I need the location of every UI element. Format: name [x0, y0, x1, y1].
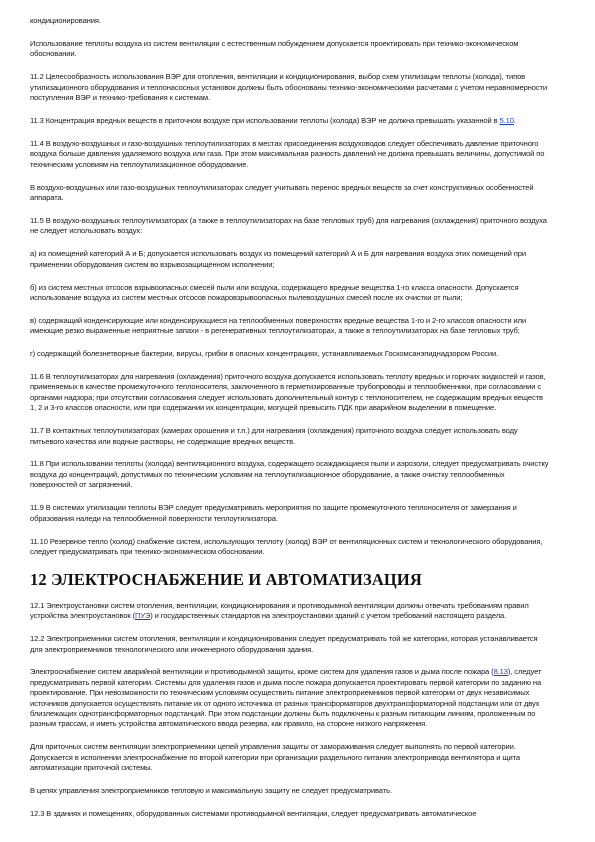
paragraph: [30, 459, 551, 490]
paragraph-text-continued: ) и государственных стандартов на электроустановки зданий с учетом требований настоящего раздела.: [150, 611, 507, 621]
paragraph: [30, 537, 551, 558]
paragraph-text: 11.3 Концентрация вредных веществ в приточном воздухе при использовании теплоты (холода) ВЭР не должна превышать указанной в: [30, 115, 500, 125]
paragraph: [30, 667, 551, 729]
paragraph-text: 11.7 В контактных теплоутилизаторах (камерах орошения и т.п.) для нагревания (охлаждения) приточного воздуха следует использовать воду питьевого качества или водные растворы, не содержащие вредных веществ.: [30, 426, 518, 446]
paragraph-text: а) из помещений категорий А и Б; допускается использовать воздух из помещений категорий А и Б для нагревания воздуха этих помещений при применении оборудования систем во взрывозащищенном исполнении;: [30, 249, 526, 269]
paragraph-text: 11.6 В теплоутилизаторах для нагревания (охлаждения) приточного воздуха допускается использовать теплоту вредных и горючих жидкостей и газов, применяемых в качестве промежуточного теплоносителя, заключенного в герметизированные трубопроводы и теплообменники, при согласовании с органами надзора; при отсутствии согласования следует использовать дополнительный контур с теплоносителем, не содержащим вредных веществ 1, 2 и 3-го классов опасности, или при содержании их концентрации, могущей превысить ПДК при аварийном выделении в помещение.: [30, 372, 546, 413]
paragraph-text-continued: .: [513, 115, 516, 125]
paragraph: [30, 139, 551, 170]
paragraph: [30, 349, 551, 359]
paragraph: [30, 426, 551, 447]
paragraph: [30, 39, 551, 60]
paragraph-text: 11.4 В воздухо-воздушных и газо-воздушных теплоутилизаторах в местах присоединения воздуховодов следует обеспечивать давление приточного воздуха больше давления удаляемого воздуха или газа. При этом максимальная разность давлений не должна превышать величины, допустимой по техническим условиям на теплоутилизационное оборудование.: [30, 138, 545, 169]
paragraph: [30, 283, 551, 304]
paragraph-text: 11.10 Резервное тепло (холод) снабжение систем, использующих теплоту (холод) ВЭР от вентиляционных систем и технологического оборудования, следует предусматривать при технико-экономическом обосновании.: [30, 536, 543, 556]
paragraph-text: 12.2 Электроприемники систем отопления, вентиляции и кондиционирования следует предусматривать той же категории, которая устанавливается для электроприемников технологического или инженерного оборудования здания.: [30, 634, 538, 654]
paragraph: [30, 249, 551, 270]
paragraph-text: 11.8 При использовании теплоты (холода) вентиляционного воздуха, содержащего осаждающиеся пыли и аэрозоли, следует предусматривать очистку воздуха до концентраций, допустимых по техническим условиям на теплоутилизационное оборудование, а также очистку теплообменных поверхностей от загрязнений.: [30, 459, 549, 490]
paragraph-text: Использование теплоты воздуха из систем вентиляции с естественным побуждением допускается проектировать при технико-экономическом обосновании.: [30, 38, 519, 59]
reference-link[interactable]: 8.13: [493, 667, 508, 677]
paragraph: [30, 16, 551, 26]
paragraph: [30, 316, 551, 337]
paragraph-text: 11.5 В воздухо-воздушных теплоутилизаторах (а также в теплоутилизаторах на базе тепловых труб) для нагревания (охлаждения) приточного воздуха не следует использовать воздух:: [30, 215, 547, 236]
reference-link[interactable]: ПУЭ: [135, 611, 151, 621]
paragraph-text: г) содержащий болезнетворные бактерии, вирусы, грибки в опасных концентрациях, устанавливаемых Госкомсанэпиднадзором России.: [30, 349, 499, 359]
paragraph-text: в) содержащий конденсирующие или конденсирующиеся на теплообменных поверхностях вредные вещества 1-го и 2-го классов опасности или имеющие резко выраженные неприятные запахи - в регенеративных теплоутилизаторах, а также в теплоутилизаторах на базе тепловых труб;: [30, 315, 527, 336]
paragraph-text: В воздухо-воздушных или газо-воздушных теплоутилизаторах следует учитывать перенос вредных веществ за счет конструктивных особенностей аппарата.: [30, 182, 534, 202]
paragraph-text: 11.9 В системах утилизации теплоты ВЭР следует предусматривать мероприятия по защите промежуточного теплоносителя от замерзания и образования наледи на теплообменной поверхности теплоутилизатора.: [30, 503, 517, 523]
paragraph: [30, 72, 551, 103]
paragraph: [30, 372, 551, 414]
paragraph-text-continued: ), следует предусматривать первой категории. Системы для удаления газов и дыма после пожара допускается проектировать первой категории по заданию на проектирование. При невозможности по техническим условиям осуществить питание электроприемников первой категории от двух независимых источников допускается осуществлять питание их от одного источника от разных трансформаторов двухтрансформаторной подстанции или от двух близлежащих однотрансформаторных подстанций. При этом подстанции должны быть подключены к разным питающим линиям, проложенным по разным трассам, и иметь устройства автоматического ввода резерва, как правило, на стороне низкого напряжения.: [30, 667, 542, 729]
paragraph: [30, 742, 551, 773]
document-body-top: [30, 16, 551, 557]
paragraph: [30, 786, 551, 796]
section-heading: 12 ЭЛЕКТРОСНАБЖЕНИЕ И АВТОМАТИЗАЦИЯ: [30, 569, 422, 589]
paragraph-text: 12.1 Электроустановки систем отопления, вентиляции, кондиционирования и противодымной вентиляции должны отвечать требованиям правил устройства электроустановок (: [30, 600, 529, 621]
paragraph: [30, 503, 551, 524]
paragraph-text: Электроснабжение систем аварийной вентиляции и противодымной защиты, кроме систем для удаления газов и дыма после пожара (: [30, 667, 494, 677]
paragraph: [30, 216, 551, 237]
paragraph-text: 11.2 Целесообразность использования ВЭР для отопления, вентиляции и кондиционирования, выбор схем утилизации теплоты (холода), типов утилизационного оборудования и теплонасосных установок должны быть обоснованы технико-экономическими расчетами с учетом неравномерности поступления ВЭР и технико-требования к системам.: [30, 72, 548, 103]
paragraph-text: Для приточных систем вентиляции электроприемники цепей управления защиты от замораживания следует выполнять по первой категории. Допускается в исполнении электроснабжение по второй категории при организации раздельного питания электропривода вентилятора и щита автоматизации приточной системы.: [30, 742, 520, 773]
paragraph-text: б) из систем местных отсосов взрывоопасных смесей пыли или воздуха, содержащего вредные вещества 1-го класса опасности. Допускается использование воздуха из систем местных отсосов пожаровзрывоопасных пылевоздушных смесей после их очистки от пыли;: [30, 282, 519, 302]
paragraph: [30, 183, 551, 204]
paragraph-text: 12.3 В зданиях и помещениях, оборудованных системами противодымной вентиляции, следует предусматривать автоматическое: [30, 809, 477, 818]
reference-link[interactable]: 5.10: [499, 115, 514, 125]
paragraph: [30, 601, 551, 622]
paragraph: [30, 116, 551, 126]
paragraph-text: кондиционирования.: [30, 16, 101, 25]
paragraph: [30, 809, 551, 819]
document-body-section-12: [30, 601, 551, 820]
paragraph-text: В цепях управления электроприемников тепловую и максимальную защиту не следует предусматривать.: [30, 786, 392, 796]
paragraph: [30, 634, 551, 655]
